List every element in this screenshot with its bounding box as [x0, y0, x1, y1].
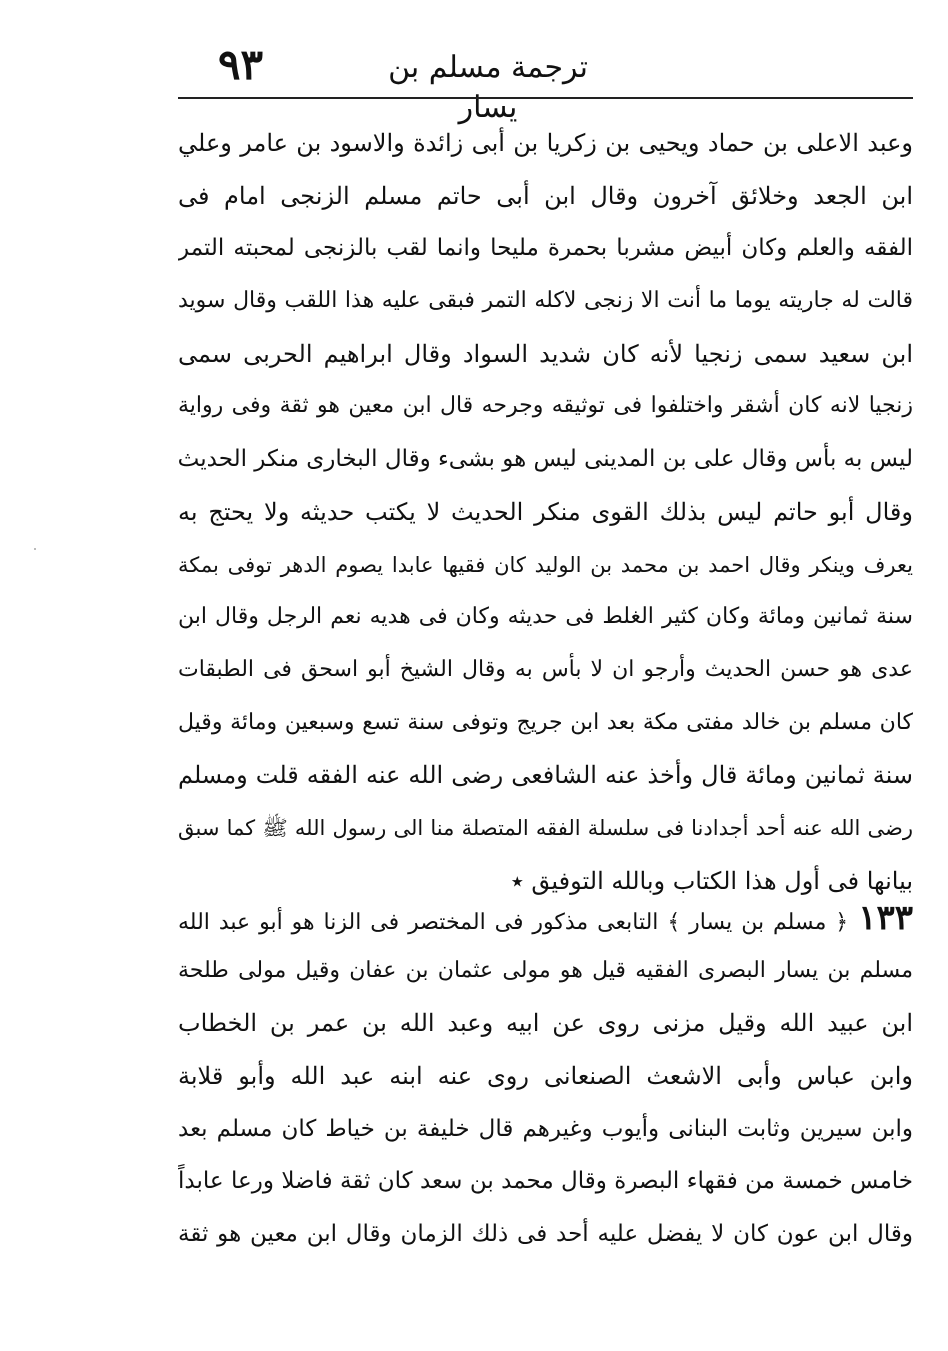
- header-divider: [178, 97, 913, 99]
- text-line: عدى هو حسن الحديث وأرجو ان لا بأس به وقال الشيخ أبو اسحق فى الطبقات: [178, 656, 913, 682]
- text-line: قالت له جاريته يوما ما أنت الا زنجى لاكله التمر فبقى عليه هذا اللقب وقال سويد: [178, 288, 913, 314]
- text-line: ابن عبيد الله وقيل مزنى روى عن ابيه وعبد الله بن عمر بن الخطاب: [178, 1009, 913, 1038]
- text-line: بيانها فى أول هذا الكتاب وبالله التوفيق ٭: [510, 866, 913, 895]
- text-line: وابن عباس وأبى الاشعث الصنعانى روى عنه ابنه عبد الله وأبو قلابة: [178, 1062, 913, 1091]
- text-line: ليس به بأس وقال على بن المدينى ليس هو بشىء وقال البخارى منكر الحديث: [178, 446, 913, 473]
- page-header: [178, 40, 913, 125]
- running-title: ترجمة مسلم بن يسار: [388, 50, 588, 125]
- paragraph-entry-muslim-ibn-yasar: [178, 892, 913, 1261]
- scan-speck: [34, 548, 36, 550]
- text-line: وابن سيرين وثابت البنانى وأيوب وغيرهم قال خليفة بن خياط كان مسلم بعد: [178, 1115, 913, 1142]
- text-line: سنة ثمانين ومائة قال وأخذ عنه الشافعى رضى الله عنه الفقه قلت ومسلم: [178, 761, 913, 790]
- text-line: رضى الله عنه أحد أجدادنا فى سلسلة الفقه المتصلة منا الى رسول الله ﷺ كما سبق: [178, 815, 913, 840]
- entry-number: ١٣٣: [858, 898, 913, 938]
- text-line: وقال أبو حاتم ليس بذلك القوى منكر الحديث لا يكتب حديثه ولا يحتج به: [178, 497, 913, 526]
- text-line: مسلم بن يسار البصرى الفقيه قيل هو مولى عثمان بن عفان وقيل مولى طلحة: [178, 957, 913, 983]
- text-line: يعرف وينكر وقال احمد بن محمد بن الوليد كان فقيها عابدا يصوم الدهر توفى بمكة: [178, 552, 913, 577]
- page-number: ٩٣: [218, 40, 264, 89]
- paragraph-continued-biography: [178, 117, 913, 907]
- text-line: وقال ابن عون كان لا يفضل عليه أحد فى ذلك الزمان وقال ابن معين هو ثقة: [178, 1221, 913, 1248]
- text-line: زنجيا لانه كان أشقر واختلفوا فى توثيقه وجرحه قال ابن معين هو ثقة وفى رواية: [178, 393, 913, 419]
- text-line: وعبد الاعلى بن حماد ويحيى بن زكريا بن أبى زائدة والاسود بن عامر وعلي: [178, 129, 913, 157]
- entry-heading-text: ﴿ مسلم بن يسار ﴾ التابعى مذكور فى المختصر فى الزنا هو أبو عبد الله: [178, 910, 849, 935]
- text-line: الفقه والعلم وكان أبيض مشربا بحمرة مليحا وانما لقب بالزنجى لمحبته التمر: [178, 235, 913, 262]
- text-line: ابن الجعد وخلائق آخرون وقال ابن أبى حاتم مسلم الزنجى امام فى: [178, 181, 913, 210]
- text-line: سنة ثمانين ومائة وكان كثير الغلط فى حديثه وكان فى هديه نعم الرجل وقال ابن: [178, 604, 913, 630]
- text-line: كان مسلم بن خالد مفتى مكة بعد ابن جريج وتوفى سنة تسع وسبعين ومائة وقيل: [178, 709, 913, 735]
- entry-heading-line: [178, 892, 913, 945]
- text-line: خامس خمسة من فقهاء البصرة وقال محمد بن سعد كان ثقة فاضلا ورعا عابداً: [178, 1168, 913, 1195]
- text-line: ابن سعيد سمى زنجيا لأنه كان شديد السواد وقال ابراهيم الحربى سمى: [178, 339, 913, 368]
